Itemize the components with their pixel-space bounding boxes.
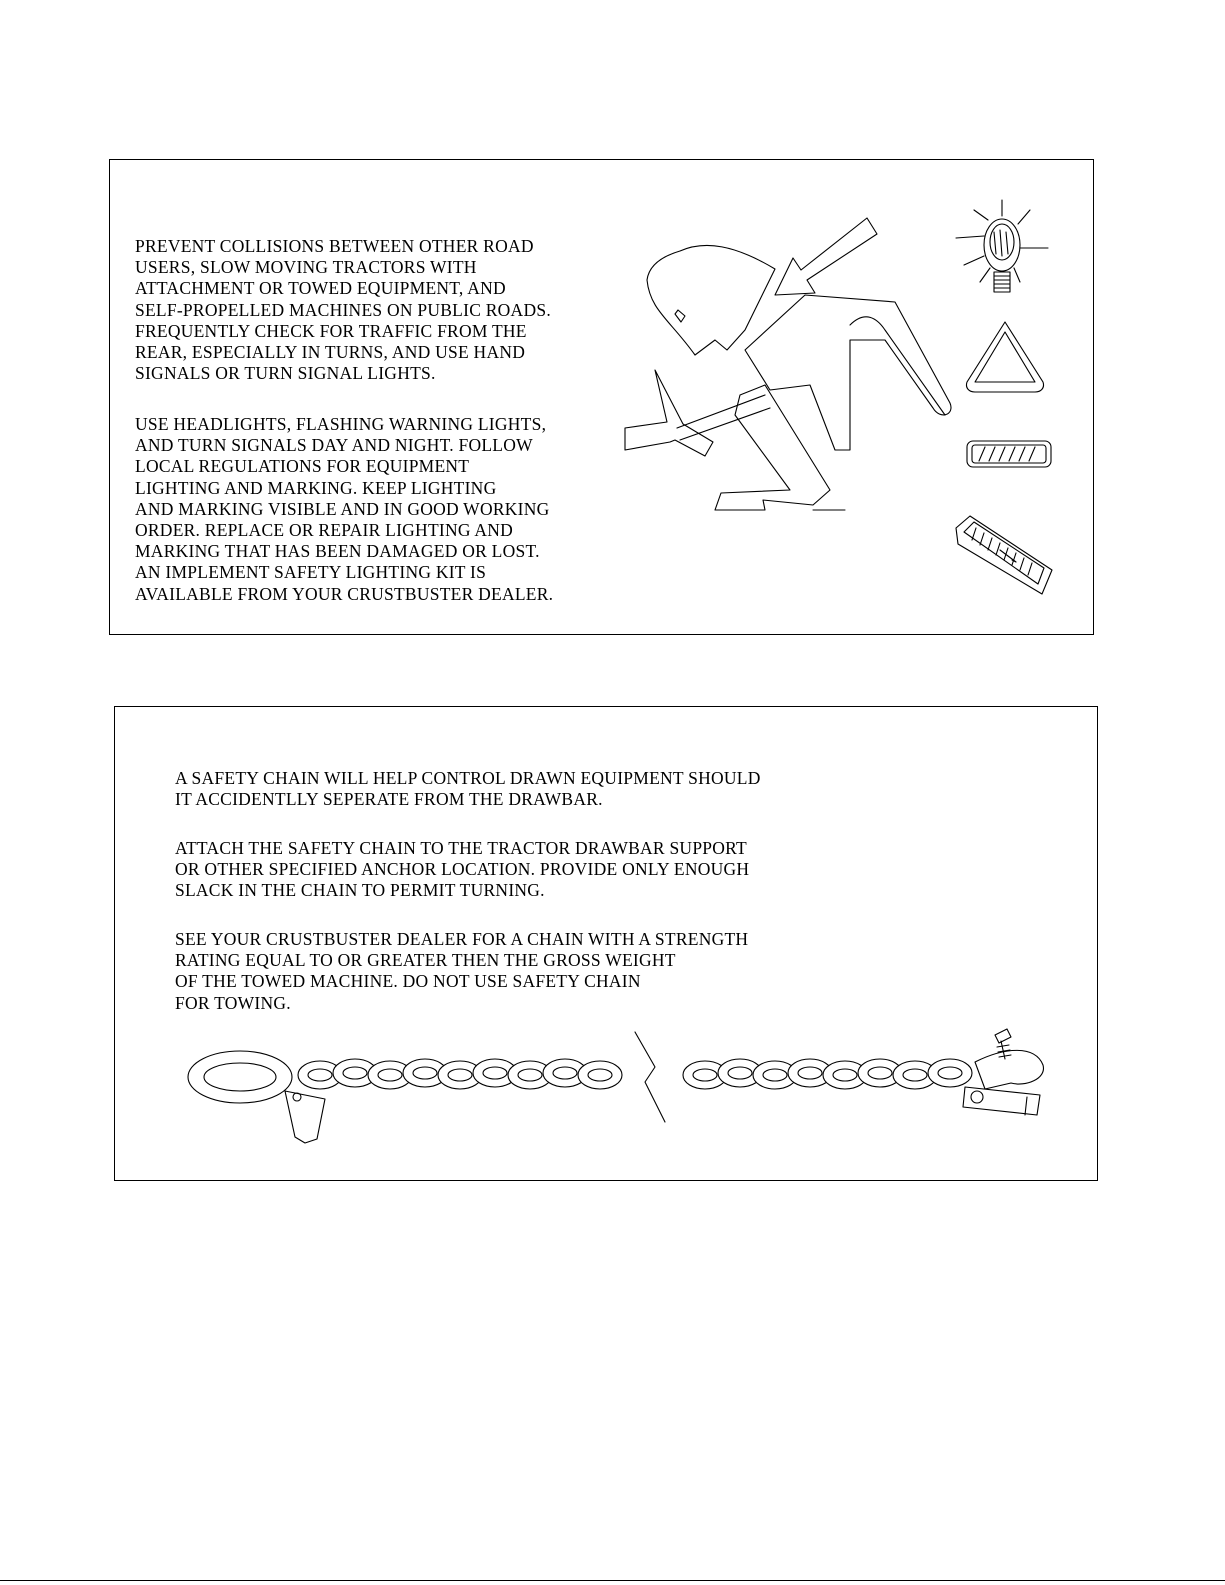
chain-purpose-text: A SAFETY CHAIN WILL HELP CONTROL DRAWN EQUIPMENT SHOULD IT ACCIDENTLLY SEPERATE FROM THE DRAWBAR. (175, 768, 761, 810)
collision-figure-icon (615, 210, 955, 520)
lighting-marking-text: USE HEADLIGHTS, FLASHING WARNING LIGHTS, AND TURN SIGNALS DAY AND NIGHT. FOLLOW LOCAL REGULATIONS FOR EQUIPMENT LIGHTING AND MARKING. KEEP LIGHTING AND MARKING VISIBLE AND IN GOOD WORKING ORDER. REPLACE OR REPAIR LIGHTING AND MARKING THAT HAS BEEN DAMAGED OR LOST. AN IMPLEMENT SAFETY LIGHTING KIT IS AVAILABLE FROM YOUR CRUSTBUSTER DEALER. (135, 414, 554, 604)
safety-chain-icon (185, 1027, 1045, 1152)
page-bottom-rule (0, 1580, 1225, 1581)
smv-emblem-icon (965, 320, 1045, 395)
collision-warning-text: PREVENT COLLISIONS BETWEEN OTHER ROAD USERS, SLOW MOVING TRACTORS WITH ATTACHMENT OR TOWED EQUIPMENT, AND SELF-PROPELLED MACHINES ON PUBLIC ROADS. FREQUENTLY CHECK FOR TRAFFIC FROM THE REAR, ESPECIALLY IN TURNS, AND USE HAND SIGNALS OR TURN SIGNAL LIGHTS. (135, 236, 551, 384)
road-safety-panel (109, 159, 1094, 635)
warning-beacon-icon (950, 190, 1055, 300)
reflector-strip-icon (965, 437, 1055, 473)
amber-reflector-icon (950, 510, 1060, 600)
safety-chain-panel (114, 706, 1098, 1181)
chain-attach-text: ATTACH THE SAFETY CHAIN TO THE TRACTOR DRAWBAR SUPPORT OR OTHER SPECIFIED ANCHOR LOCATION. PROVIDE ONLY ENOUGH SLACK IN THE CHAIN TO PERMIT TURNING. (175, 838, 750, 901)
chain-dealer-text: SEE YOUR CRUSTBUSTER DEALER FOR A CHAIN WITH A STRENGTH RATING EQUAL TO OR GREATER THEN THE GROSS WEIGHT OF THE TOWED MACHINE. DO NOT USE SAFETY CHAIN FOR TOWING. (175, 929, 749, 1013)
